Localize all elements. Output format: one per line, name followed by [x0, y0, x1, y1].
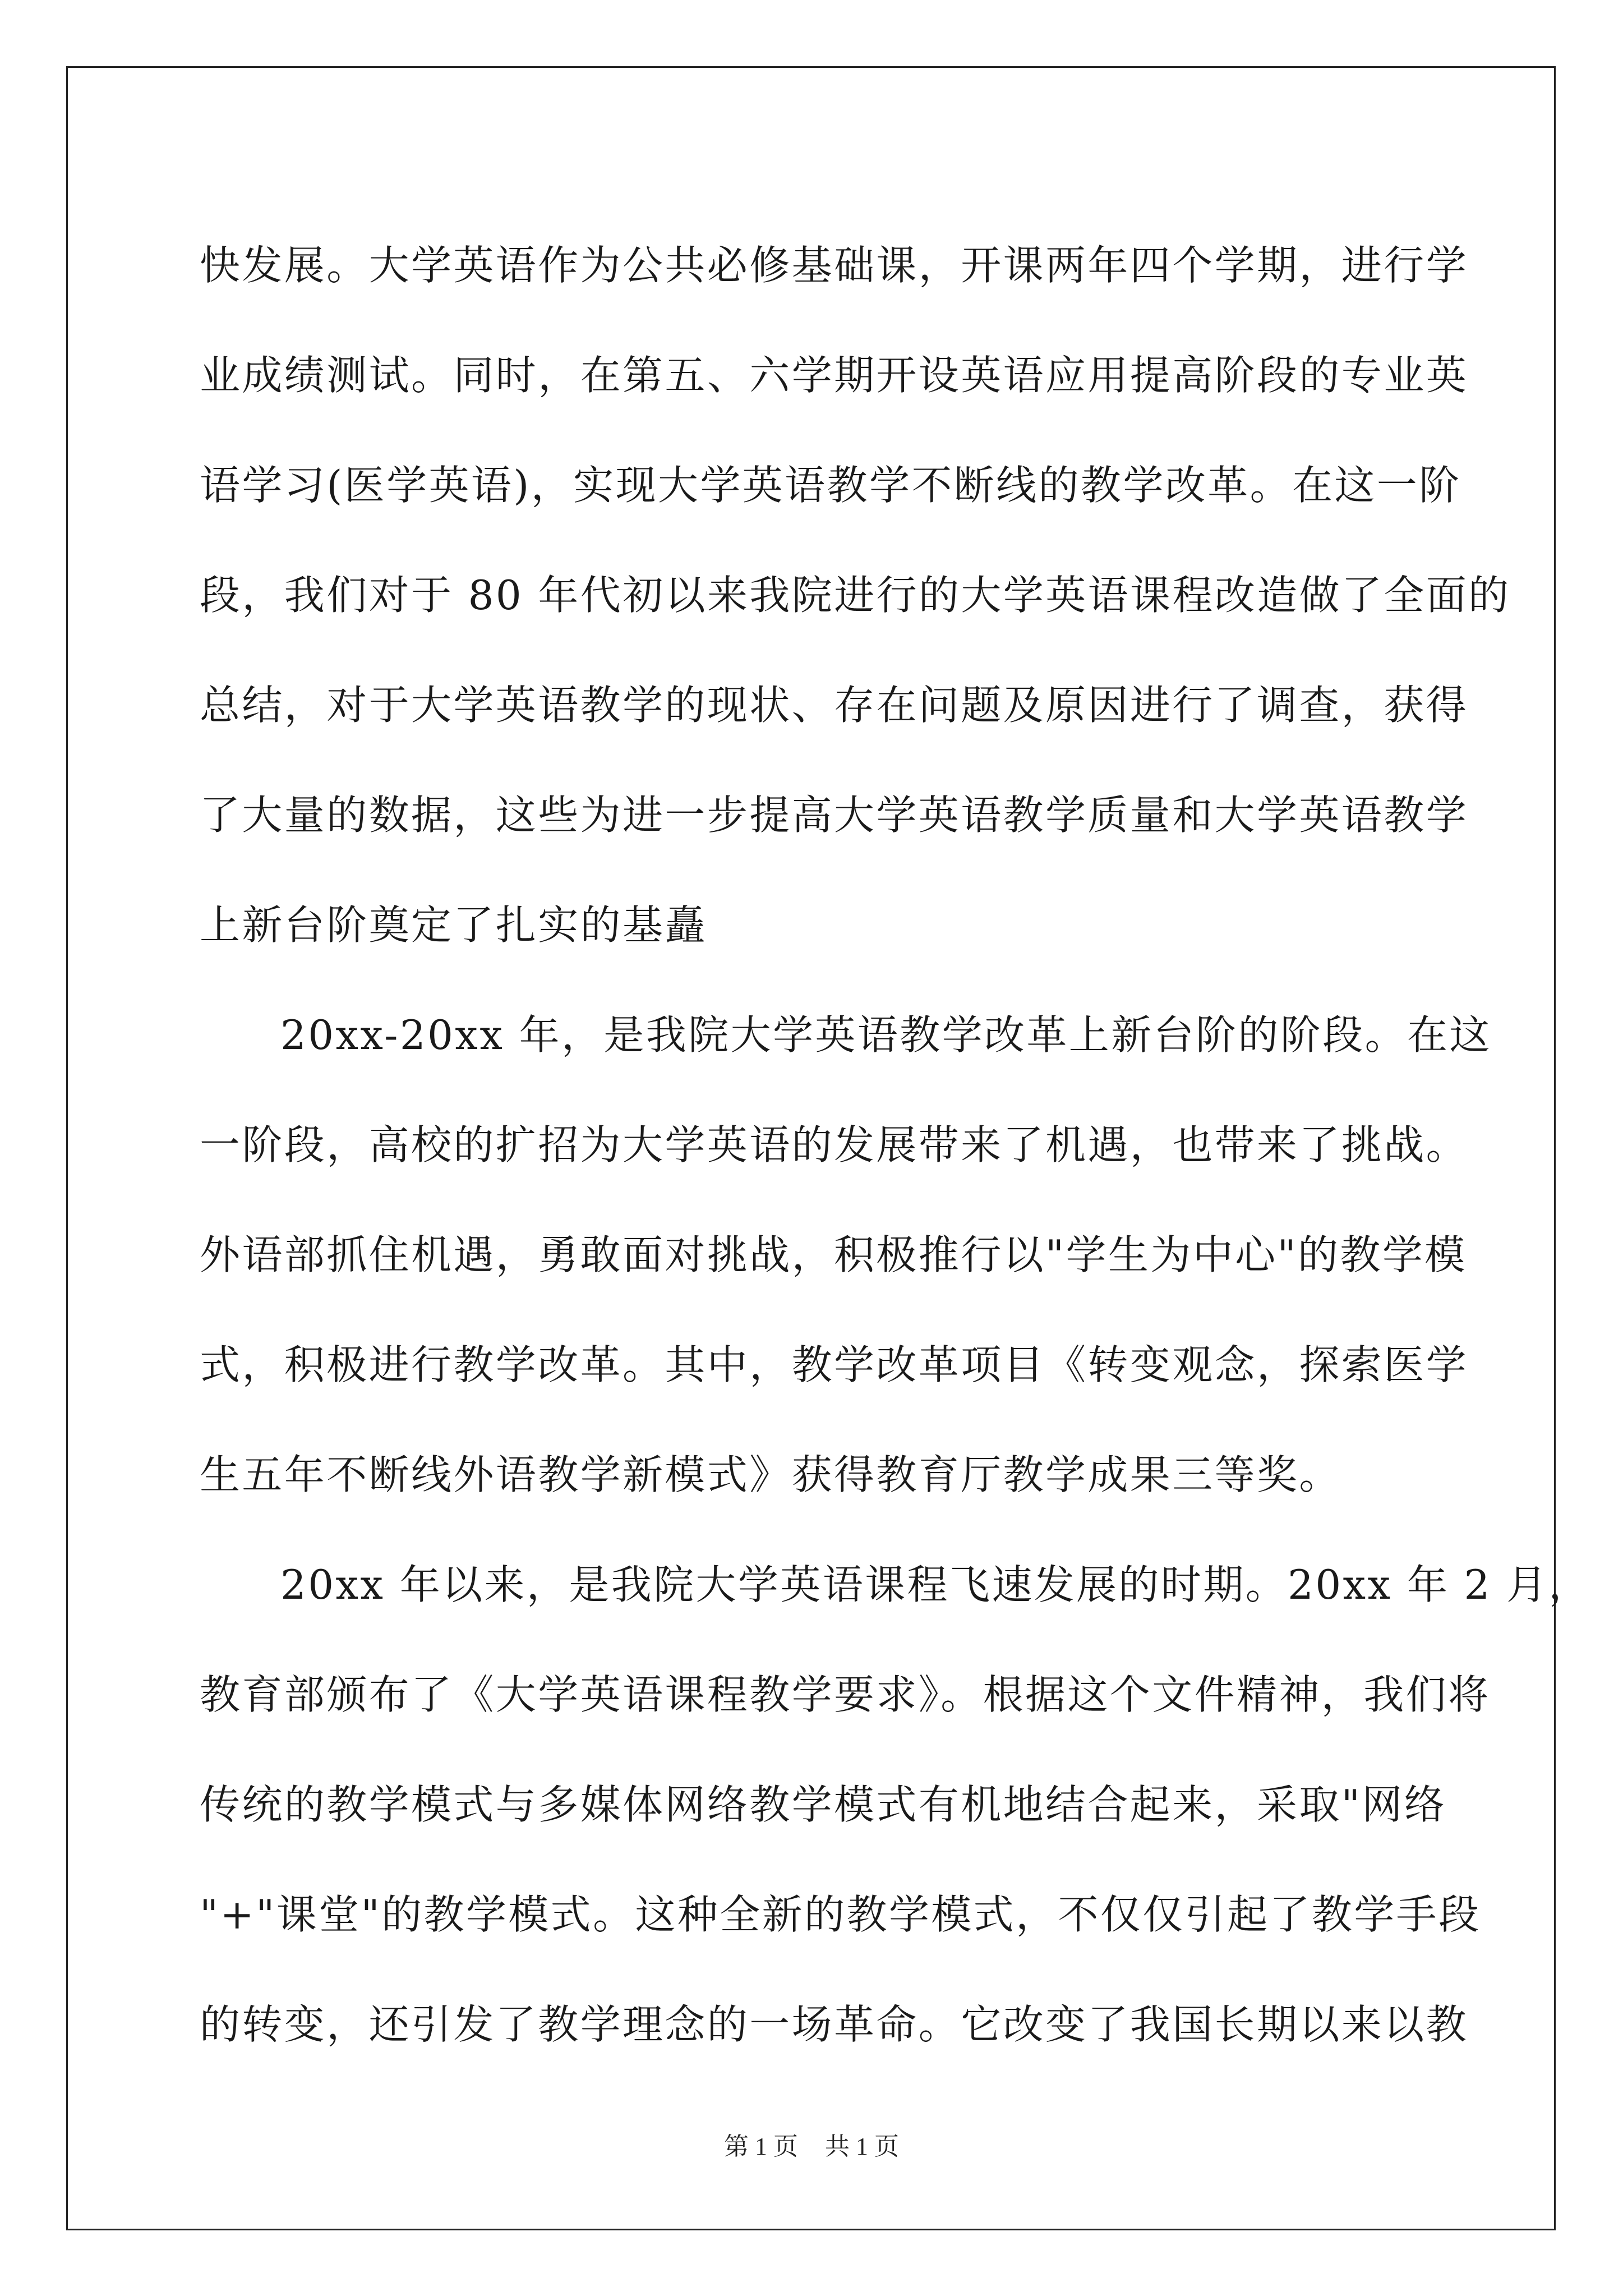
text-line: 教育部颁布了《大学英语课程教学要求》。根据这个文件精神，我们将 [200, 1671, 1491, 1718]
page-number: 第 1 页 [724, 2133, 798, 2160]
text-line: 外语部抓住机遇，勇敢面对挑战，积极推行以"学生为中心"的教学模 [200, 1231, 1467, 1278]
text-line: 总结，对于大学英语教学的现状、存在问题及原因进行了调查，获得 [200, 682, 1469, 729]
text-line: 式，积极进行教学改革。其中，教学改革项目《转变观念，探索医学 [200, 1341, 1469, 1388]
text-line: 段，我们对于 80 年代初以来我院进行的大学英语课程改造做了全面的 [200, 572, 1511, 619]
text-line: 了大量的数据，这些为进一步提高大学英语教学质量和大学英语教学 [200, 792, 1469, 839]
text-line: 快发展。大学英语作为公共必修基础课，开课两年四个学期，进行学 [200, 242, 1469, 289]
page-footer [0, 2126, 1623, 2162]
page-total: 共 1 页 [825, 2133, 899, 2160]
text-line: 传统的教学模式与多媒体网络教学模式有机地结合起来，采取"网络 [200, 1781, 1447, 1828]
text-line: "+"课堂"的教学模式。这种全新的教学模式，不仅仅引起了教学手段 [200, 1891, 1481, 1938]
text-line: 一阶段，高校的扩招为大学英语的发展带来了机遇，也带来了挑战。 [200, 1121, 1469, 1168]
paragraph-first-line: 20xx 年以来，是我院大学英语课程飞速发展的时期。20xx 年 2 月， [280, 1561, 1591, 1608]
text-line: 上新台阶奠定了扎实的基矗 [200, 901, 707, 949]
text-line: 语学习(医学英语)，实现大学英语教学不断线的教学改革。在这一阶 [200, 462, 1461, 509]
document-body [200, 210, 1591, 2079]
paragraph-first-line: 20xx-20xx 年，是我院大学英语教学改革上新台阶的阶段。在这 [280, 1011, 1492, 1059]
text-line: 生五年不断线外语教学新模式》获得教育厅教学成果三等奖。 [200, 1451, 1341, 1498]
text-line: 业成绩测试。同时，在第五、六学期开设英语应用提高阶段的专业英 [200, 352, 1469, 399]
text-line: 的转变，还引发了教学理念的一场革命。它改变了我国长期以来以教 [200, 2001, 1469, 2048]
